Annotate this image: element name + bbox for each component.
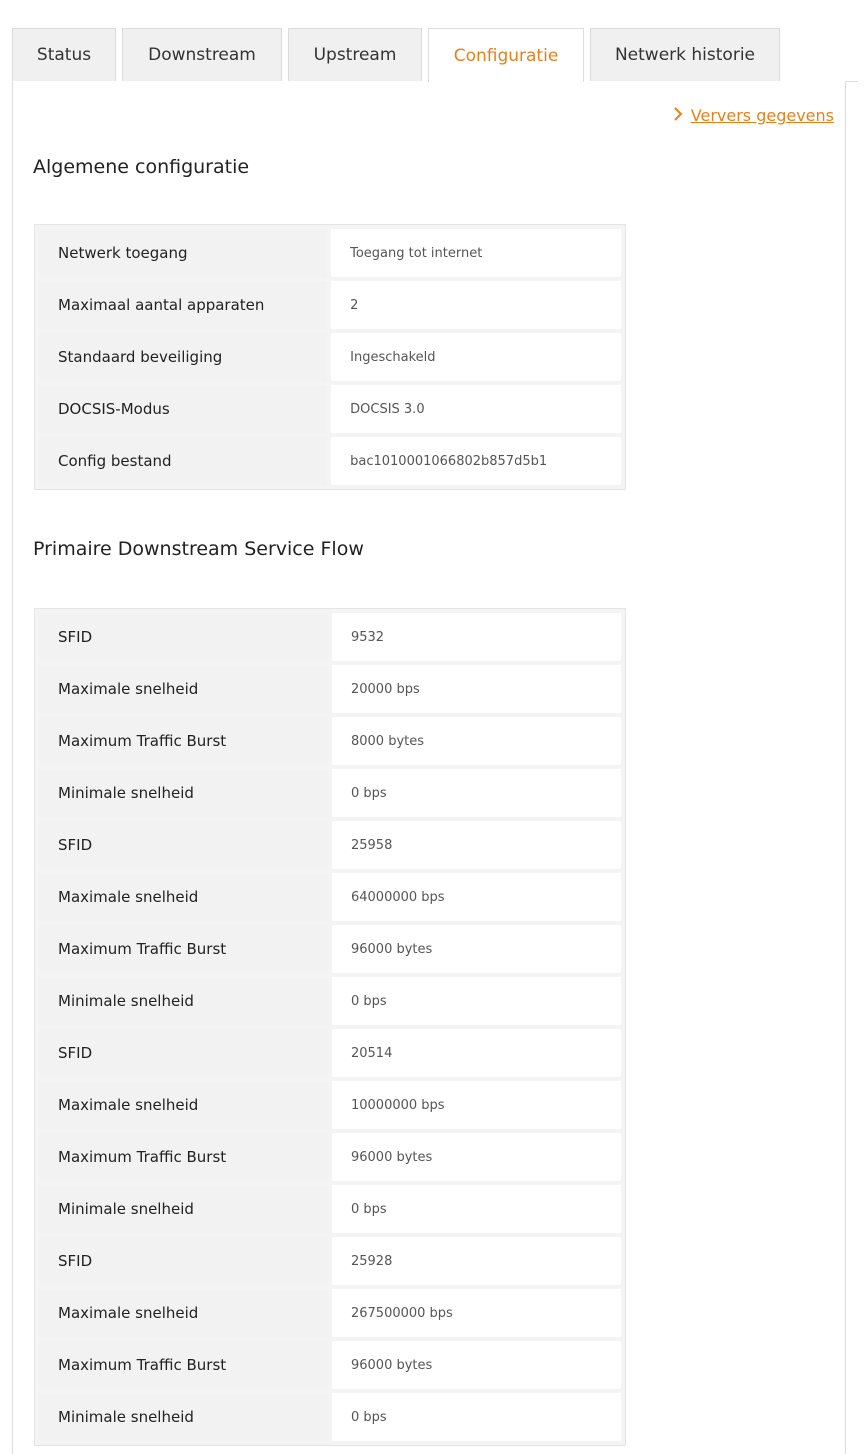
table-row (39, 1081, 621, 1129)
row-value: 20000 bps (332, 665, 621, 713)
row-label: Maximum Traffic Burst (39, 1133, 328, 1181)
row-value: 25928 (332, 1237, 621, 1285)
table-row (39, 1029, 621, 1077)
table-row (39, 437, 621, 485)
row-value: 267500000 bps (332, 1289, 621, 1337)
row-label: Maximale snelheid (39, 665, 328, 713)
row-label: Minimale snelheid (39, 1393, 328, 1441)
row-value: 10000000 bps (332, 1081, 621, 1129)
row-value: 96000 bytes (332, 925, 621, 973)
row-value: 8000 bytes (332, 717, 621, 765)
tab-netwerk-historie[interactable]: Netwerk historie (590, 28, 780, 81)
row-value: Ingeschakeld (331, 333, 621, 381)
table-row (39, 925, 621, 973)
row-value: 96000 bytes (332, 1133, 621, 1181)
row-value: DOCSIS 3.0 (331, 385, 621, 433)
table-row (39, 229, 621, 277)
row-value: Toegang tot internet (331, 229, 621, 277)
row-value: 0 bps (332, 977, 621, 1025)
row-label: Netwerk toegang (39, 229, 327, 277)
table-row (39, 613, 621, 661)
row-label: Maximum Traffic Burst (39, 717, 328, 765)
row-label: Minimale snelheid (39, 769, 328, 817)
table-row (39, 1185, 621, 1233)
table-row (39, 977, 621, 1025)
row-label: SFID (39, 821, 328, 869)
table-row (39, 873, 621, 921)
row-label: Maximum Traffic Burst (39, 1341, 328, 1389)
row-value: 2 (331, 281, 621, 329)
row-label: SFID (39, 613, 328, 661)
row-value: 64000000 bps (332, 873, 621, 921)
tab-downstream[interactable]: Downstream (122, 28, 282, 81)
tab-status[interactable]: Status (12, 28, 116, 81)
downstream-flow-table (34, 608, 626, 1446)
table-row (39, 1237, 621, 1285)
row-value: 0 bps (332, 1393, 621, 1441)
row-label: Minimale snelheid (39, 1185, 328, 1233)
tab-bar (12, 28, 858, 82)
table-row (39, 385, 621, 433)
row-label: SFID (39, 1029, 328, 1077)
row-label: Config bestand (39, 437, 327, 485)
table-row (39, 1133, 621, 1181)
row-label: Minimale snelheid (39, 977, 328, 1025)
downstream-flow-title: Primaire Downstream Service Flow (33, 538, 364, 560)
tab-configuratie[interactable]: Configuratie (428, 28, 584, 82)
row-label: Maximum Traffic Burst (39, 925, 328, 973)
row-label: Maximale snelheid (39, 1289, 328, 1337)
general-config-title: Algemene configuratie (33, 156, 250, 178)
row-label: Standaard beveiliging (39, 333, 327, 381)
table-row (39, 665, 621, 713)
table-row (39, 1341, 621, 1389)
table-row (39, 717, 621, 765)
row-value: 0 bps (332, 1185, 621, 1233)
table-row (39, 821, 621, 869)
row-label: Maximale snelheid (39, 1081, 328, 1129)
table-row (39, 1289, 621, 1337)
row-value: 20514 (332, 1029, 621, 1077)
table-row (39, 333, 621, 381)
row-value: 0 bps (332, 769, 621, 817)
row-value: bac1010001066802b857d5b1 (331, 437, 621, 485)
row-label: DOCSIS-Modus (39, 385, 327, 433)
row-label: Maximale snelheid (39, 873, 328, 921)
refresh-link[interactable] (673, 106, 834, 125)
tab-upstream[interactable]: Upstream (288, 28, 422, 81)
refresh-label: Ververs gegevens (690, 106, 834, 125)
chevron-right-icon (673, 106, 687, 125)
row-label: SFID (39, 1237, 328, 1285)
table-row (39, 1393, 621, 1441)
row-value: 96000 bytes (332, 1341, 621, 1389)
row-value: 25958 (332, 821, 621, 869)
row-label: Maximaal aantal apparaten (39, 281, 327, 329)
general-config-table (34, 224, 626, 490)
table-row (39, 281, 621, 329)
row-value: 9532 (332, 613, 621, 661)
table-row (39, 769, 621, 817)
